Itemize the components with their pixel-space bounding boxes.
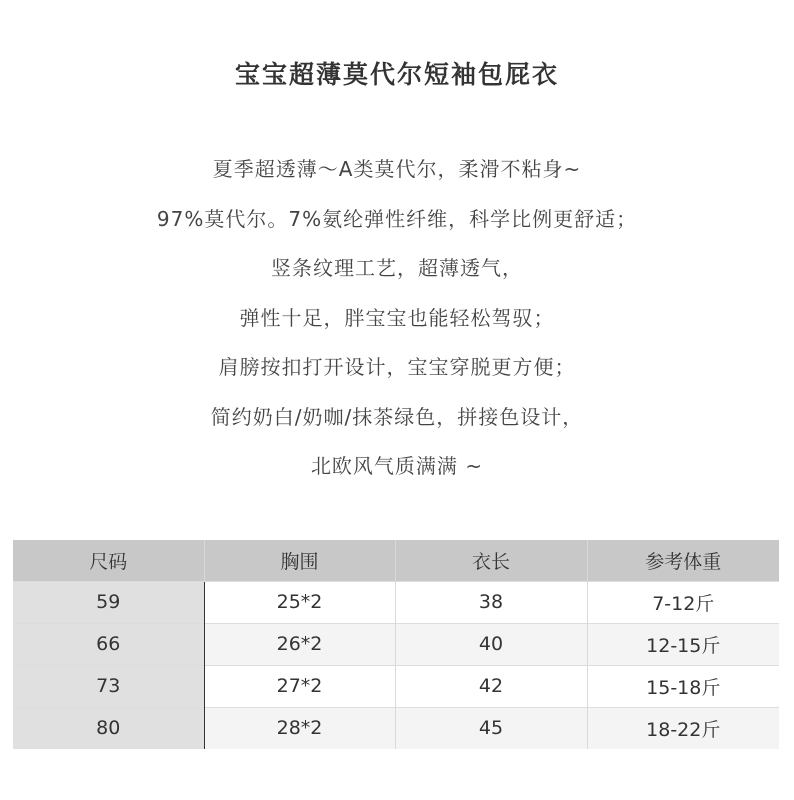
table-row xyxy=(13,581,779,623)
cell-chest: 27*2 xyxy=(204,665,395,707)
cell-weight: 12-15斤 xyxy=(587,623,779,665)
cell-weight: 7-12斤 xyxy=(587,581,779,623)
description-line: 简约奶白/奶咖/抹茶绿色，拼接色设计， xyxy=(210,404,584,429)
header-weight: 参考体重 xyxy=(587,540,779,581)
header-size: 尺码 xyxy=(89,550,128,573)
table-row xyxy=(13,623,779,665)
description-line: 北欧风气质满满 ~ xyxy=(310,454,484,478)
cell-size: 66 xyxy=(13,623,204,665)
table-row xyxy=(13,665,779,707)
description-line: 97%莫代尔。7%氨纶弹性纤维，科学比例更舒适； xyxy=(156,206,638,231)
cell-length: 40 xyxy=(395,623,587,665)
cell-length: 42 xyxy=(395,665,587,707)
cell-chest: 28*2 xyxy=(204,707,395,749)
cell-size: 59 xyxy=(13,581,204,623)
table-header-row xyxy=(13,540,779,581)
header-length: 衣长 xyxy=(395,540,587,581)
description-line: 夏季超透薄～A类莫代尔，柔滑不粘身~ xyxy=(212,157,582,181)
cell-chest: 26*2 xyxy=(204,623,395,665)
table-row xyxy=(13,707,779,749)
cell-weight: 18-22斤 xyxy=(587,707,779,749)
cell-size: 73 xyxy=(13,665,204,707)
cell-chest: 25*2 xyxy=(204,581,395,623)
description-line: 竖条纹理工艺，超薄透气， xyxy=(271,256,523,280)
header-chest: 胸围 xyxy=(204,540,395,581)
page-title: 宝宝超薄莫代尔短袖包屁衣 xyxy=(234,60,559,89)
cell-length: 38 xyxy=(395,581,587,623)
cell-weight: 15-18斤 xyxy=(587,665,779,707)
cell-length: 45 xyxy=(395,707,587,749)
cell-size: 80 xyxy=(13,707,204,749)
size-table xyxy=(13,540,779,749)
product-description xyxy=(0,145,794,492)
description-line: 肩膀按扣打开设计，宝宝穿脱更方便； xyxy=(218,355,576,379)
description-line: 弹性十足，胖宝宝也能轻松驾驭； xyxy=(239,305,555,330)
